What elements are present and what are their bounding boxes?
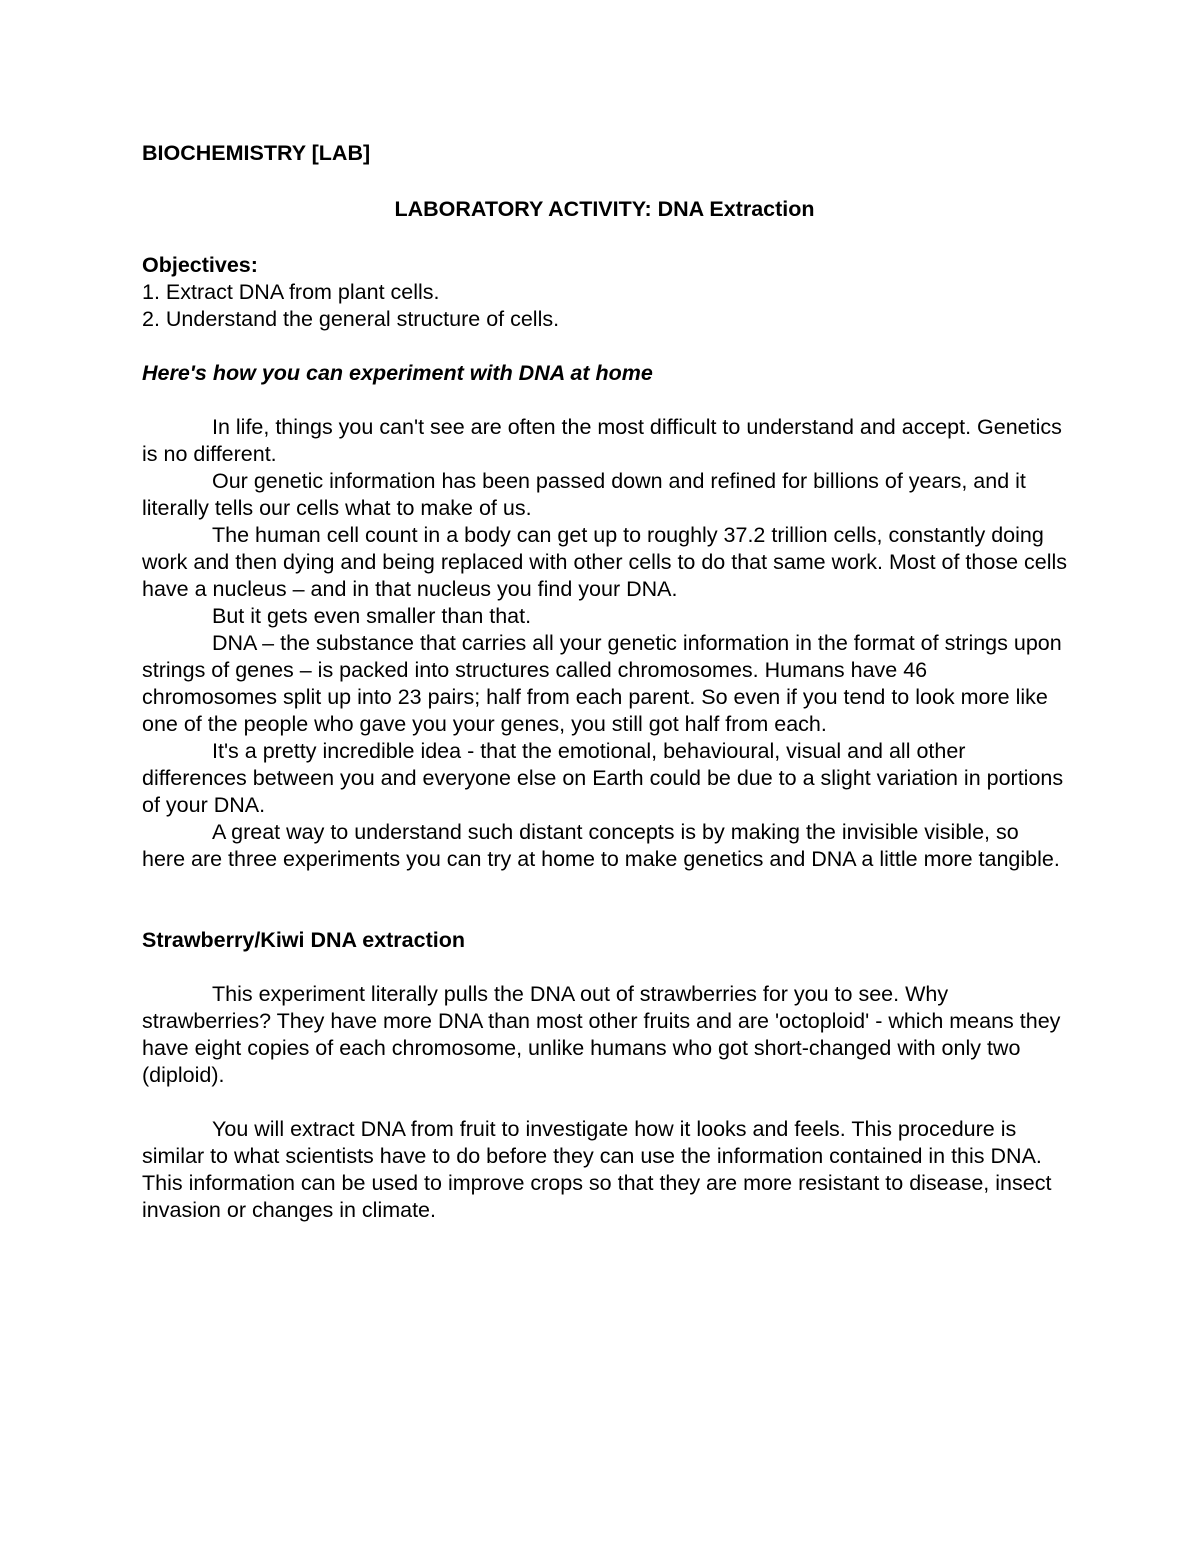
home-section-body xyxy=(142,414,1067,873)
paragraph: The human cell count in a body can get up to roughly 37.2 trillion cells, constantly doing work and then dying and being replaced with other cells to do that same work. Most of those cells have a nucleus – and in that nucleus you find your DNA. xyxy=(142,523,1068,601)
paragraph: A great way to understand such distant concepts is by making the invisible visible, so here are three experiments you can try at home to make genetics and DNA a little more tangible. xyxy=(142,820,1060,871)
course-title: BIOCHEMISTRY [LAB] xyxy=(142,141,371,165)
objective-item: 1. Extract DNA from plant cells. xyxy=(142,280,440,304)
paragraph: This experiment literally pulls the DNA out of strawberries for you to see. Why strawberries? They have more DNA than most other fruits and are 'octoploid' - which means they have eight copies of each chromosome, unlike humans who got short-changed with only two (diploid). xyxy=(142,982,1061,1087)
strawberry-section-heading: Strawberry/Kiwi DNA extraction xyxy=(142,928,465,952)
paragraph: It's a pretty incredible idea - that the emotional, behavioural, visual and all other differences between you and everyone else on Earth could be due to a slight variation in portions of your DNA. xyxy=(142,739,1064,817)
objective-item: 2. Understand the general structure of cells. xyxy=(142,307,560,331)
activity-title: LABORATORY ACTIVITY: DNA Extraction xyxy=(394,197,815,221)
document-body xyxy=(142,140,1067,1224)
paragraph: DNA – the substance that carries all your genetic information in the format of strings upon strings of genes – is packed into structures called chromosomes. Humans have 46 chromosomes split up into 23 pairs; half from each parent. So even if you tend to look more like one of the people who gave you your genes, you still got half from each. xyxy=(142,631,1062,736)
paragraph: In life, things you can't see are often the most difficult to understand and accept. Genetics is no different. xyxy=(142,415,1062,466)
paragraph: But it gets even smaller than that. xyxy=(212,604,532,628)
objectives-heading: Objectives: xyxy=(142,253,258,277)
paragraph: Our genetic information has been passed down and refined for billions of years, and it literally tells our cells what to make of us. xyxy=(142,469,1026,520)
home-experiment-heading: Here's how you can experiment with DNA at home xyxy=(142,361,653,385)
paragraph: You will extract DNA from fruit to investigate how it looks and feels. This procedure is similar to what scientists have to do before they can use the information contained in this DNA. This information can be used to improve crops so that they are more resistant to disease, insect invasion or changes in climate. xyxy=(142,1117,1052,1222)
